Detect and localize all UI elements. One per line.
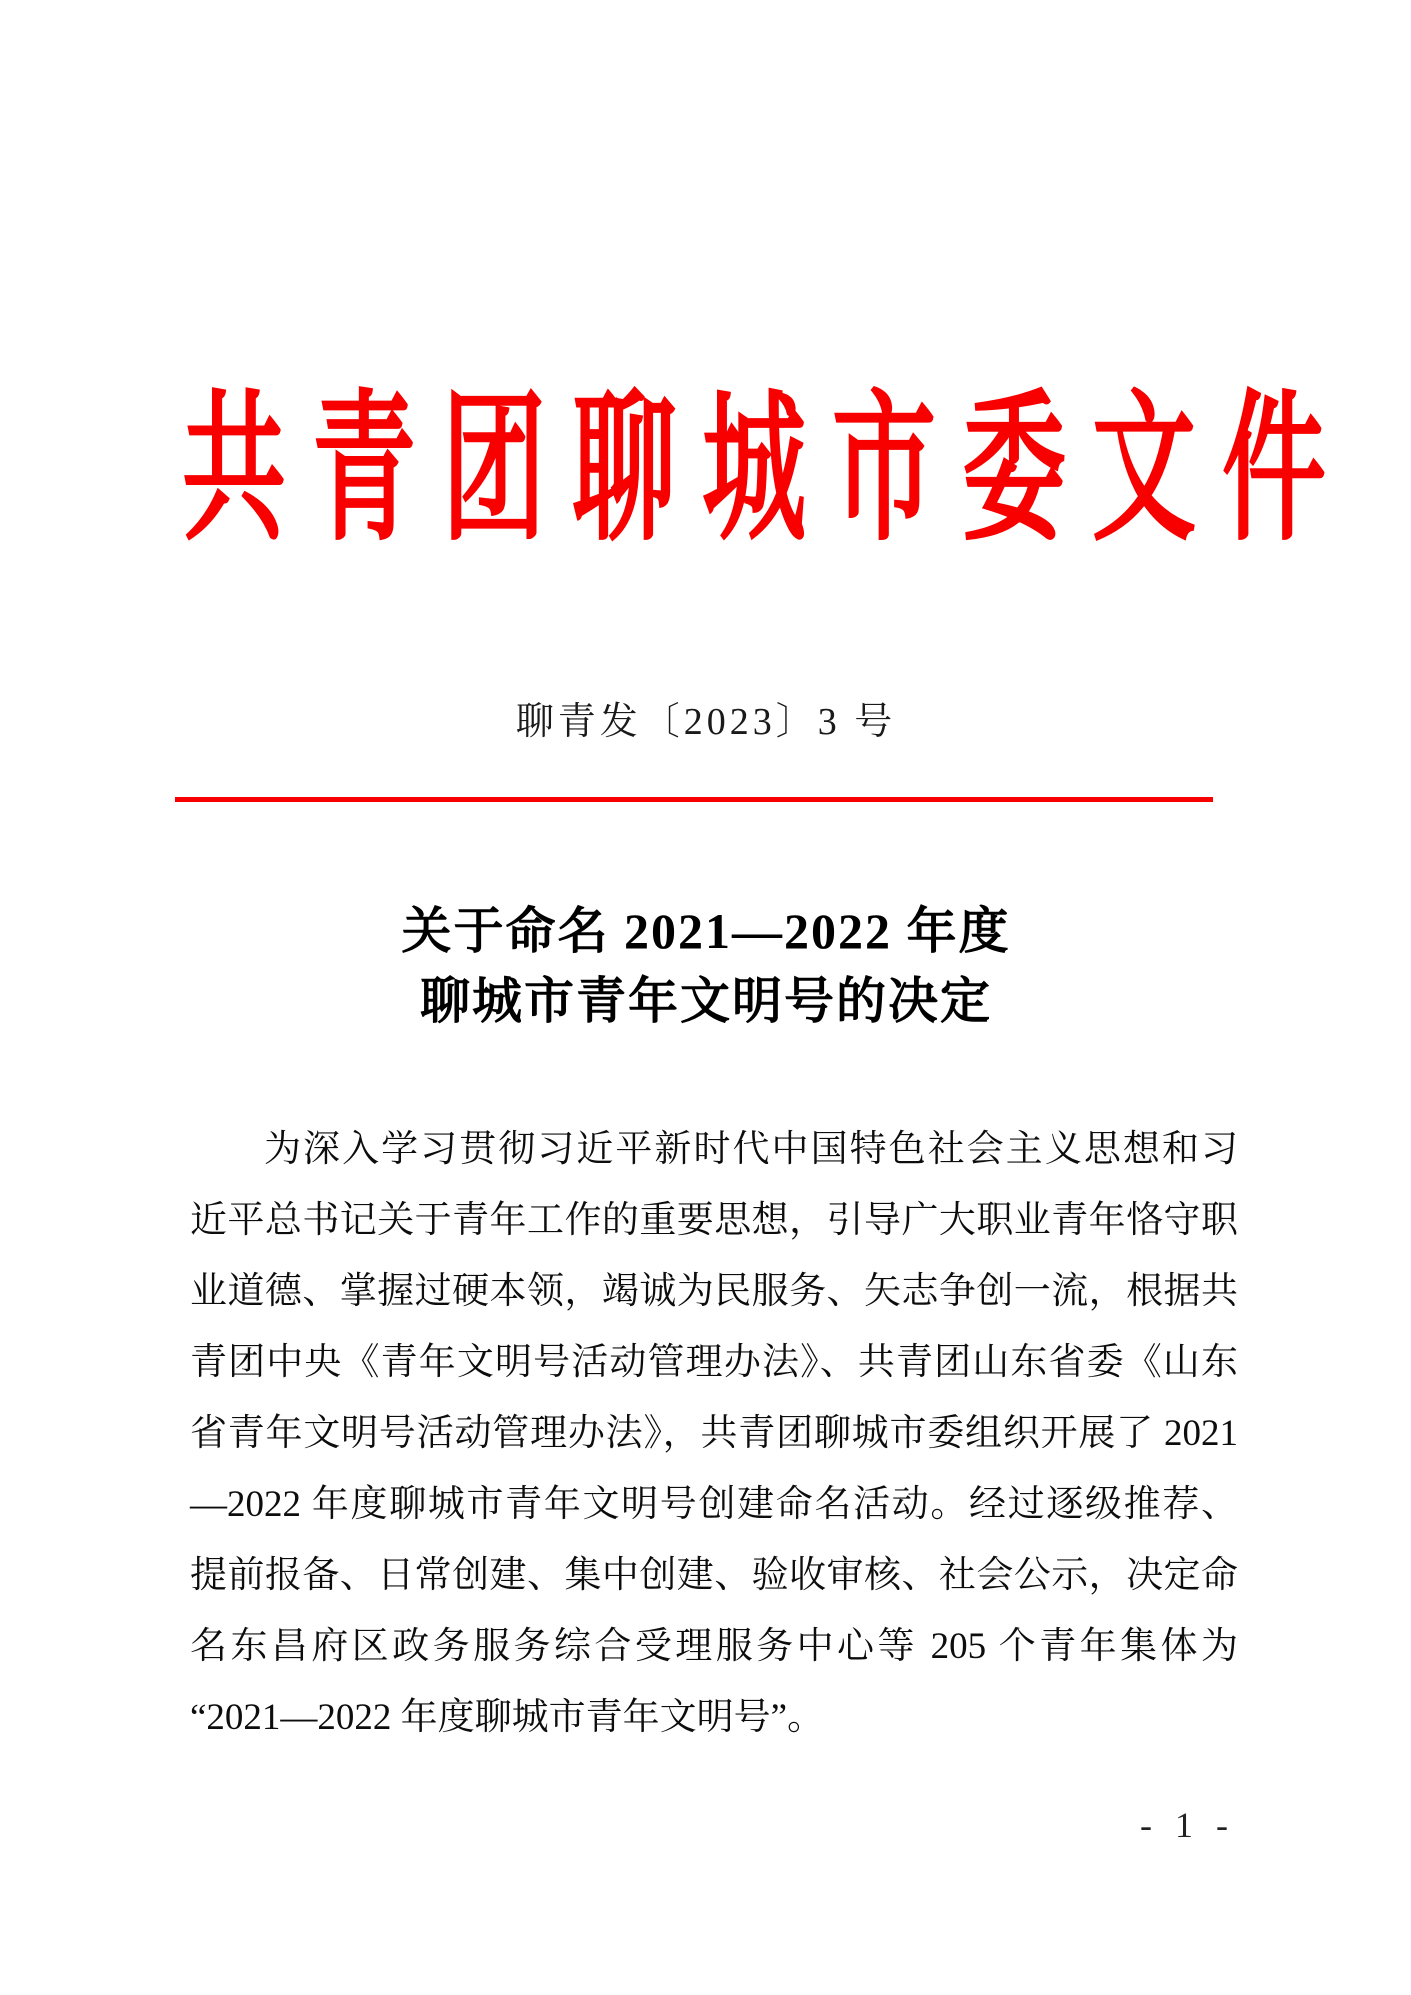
body-line: 名东昌府区政务服务综合受理服务中心等 205 个青年集体为 [190, 1626, 1238, 1667]
body-line: 近平总书记关于青年工作的重要思想，引导广大职业青年恪守职 [190, 1200, 1238, 1241]
document-title-line1: 关于命名 2021—2022 年度 [401, 903, 1011, 959]
body-line: “2021—2022 年度聊城市青年文明号”。 [190, 1697, 825, 1738]
body-line: 省青年文明号活动管理办法》，共青团聊城市委组织开展了 2021 [190, 1413, 1238, 1454]
red-divider-line [175, 797, 1213, 802]
body-line: —2022 年度聊城市青年文明号创建命名活动。经过逐级推荐、 [190, 1484, 1238, 1525]
body-line: 提前报备、日常创建、集中创建、验收审核、社会公示，决定命 [190, 1555, 1238, 1596]
page-number: - 1 - [1140, 1805, 1235, 1845]
document-title [182, 896, 1230, 1036]
body-line: 业道德、掌握过硬本领，竭诚为民服务、矢志争创一流，根据共 [190, 1271, 1238, 1312]
body-line: 青团中央《青年文明号活动管理办法》、共青团山东省委《山东 [190, 1342, 1238, 1383]
document-title-line2: 聊城市青年文明号的决定 [420, 973, 992, 1029]
letterhead-org-title: 共青团聊城市委文件 [182, 381, 1353, 561]
body-paragraph [190, 1114, 1238, 1753]
body-line: 为深入学习贯彻习近平新时代中国特色社会主义思想和习 [264, 1129, 1238, 1170]
doc-reference-number: 聊青发〔2023〕3 号 [515, 701, 897, 743]
